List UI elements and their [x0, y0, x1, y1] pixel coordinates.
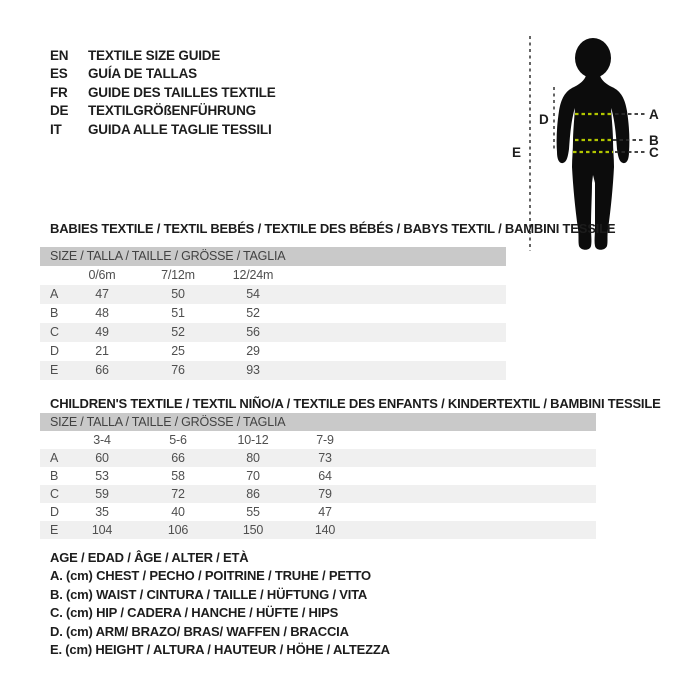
age-column: 5-6 — [169, 433, 187, 447]
size-value: 53 — [95, 469, 109, 483]
children-table — [40, 413, 596, 539]
spacer-cell — [286, 304, 364, 323]
size-value: 80 — [246, 451, 260, 465]
spacer-cell — [286, 323, 364, 342]
row-letter: A — [50, 287, 59, 301]
language-label: TEXTILGRÖßENFÜHRUNG — [88, 103, 256, 119]
language-label: TEXTILE SIZE GUIDE — [88, 48, 221, 63]
language-label: GUIDA ALLE TAGLIE TESSILI — [88, 121, 272, 137]
table-row — [40, 449, 596, 467]
spacer-cell — [40, 431, 68, 449]
age-legend-title: AGE / EDAD / ÂGE / ALTER / ETÀ — [50, 550, 249, 565]
row-letter: B — [50, 469, 59, 483]
size-value: 140 — [314, 523, 336, 537]
age-column: 7/12m — [161, 268, 195, 282]
language-code: IT — [50, 121, 62, 137]
table-row — [40, 285, 506, 304]
size-value: 47 — [318, 505, 332, 519]
size-value: 48 — [95, 306, 109, 320]
table-row — [40, 361, 506, 380]
size-value: 58 — [171, 469, 185, 483]
table-row — [40, 467, 596, 485]
size-value: 79 — [318, 487, 332, 501]
legend-item-chest: A. (cm) CHEST / PECHO / POITRINE / TRUHE / PETTO — [50, 568, 371, 584]
legend-item-height: E. (cm) HEIGHT / ALTURA / HAUTEUR / HÖHE / ALTEZZA — [50, 641, 390, 657]
size-value: 52 — [171, 325, 185, 339]
size-value: 86 — [246, 487, 260, 501]
size-value: 40 — [171, 505, 185, 519]
size-value: 55 — [246, 505, 260, 519]
row-letter: B — [50, 306, 59, 320]
age-column: 12/24m — [232, 268, 274, 282]
row-letter: A — [50, 451, 59, 465]
table-row — [40, 323, 506, 342]
table-row — [40, 304, 506, 323]
spacer-cell — [286, 342, 364, 361]
size-header-row: SIZE / TALLA / TAILLE / GRÖSSE / TAGLIA — [40, 247, 506, 266]
table-row — [40, 342, 506, 361]
legend-item-arm: D. (cm) ARM/ BRAZO/ BRAS/ WAFFEN / BRACCIA — [50, 623, 349, 639]
age-column: 3-4 — [93, 433, 111, 447]
size-value: 47 — [95, 287, 109, 301]
age-columns-row — [40, 266, 506, 285]
size-value: 70 — [246, 469, 260, 483]
size-value: 150 — [242, 523, 264, 537]
language-row — [50, 84, 276, 102]
age-column: 10-12 — [237, 433, 269, 447]
measure-label-a: A — [649, 107, 659, 122]
language-row — [50, 121, 276, 139]
size-header-row: SIZE / TALLA / TAILLE / GRÖSSE / TAGLIA — [40, 413, 596, 431]
child-silhouette — [557, 38, 630, 250]
table-row — [40, 503, 596, 521]
age-column: 0/6m — [88, 268, 116, 282]
size-value: 59 — [95, 487, 109, 501]
spacer-cell — [286, 266, 364, 285]
babies-table — [40, 247, 506, 380]
row-letter: D — [50, 505, 59, 519]
size-value: 66 — [95, 363, 109, 377]
language-row — [50, 47, 276, 65]
size-value: 106 — [167, 523, 189, 537]
language-row — [50, 102, 276, 120]
size-value: 50 — [171, 287, 185, 301]
spacer-cell — [286, 361, 364, 380]
row-letter: E — [50, 523, 59, 537]
language-label: GUÍA DE TALLAS — [88, 66, 197, 82]
row-letter: C — [50, 325, 59, 339]
size-value: 60 — [95, 451, 109, 465]
legend-item-waist: B. (cm) WAIST / CINTURA / TAILLE / HÜFTUNG / VITA — [50, 586, 368, 602]
size-value: 25 — [171, 344, 185, 358]
age-columns-row — [40, 431, 596, 449]
table-row — [40, 485, 596, 503]
size-value: 29 — [246, 344, 260, 358]
language-label: GUIDE DES TAILLES TEXTILE — [88, 84, 276, 100]
language-code: ES — [50, 66, 68, 82]
language-code: FR — [50, 84, 68, 100]
size-value: 93 — [246, 363, 260, 377]
spacer-cell — [286, 285, 364, 304]
size-value: 51 — [171, 306, 185, 320]
size-value: 66 — [171, 451, 185, 465]
table-row — [40, 521, 596, 539]
size-value: 76 — [171, 363, 185, 377]
size-value: 73 — [318, 451, 332, 465]
row-letter: D — [50, 344, 59, 358]
measure-label-e: E — [512, 145, 521, 160]
size-value: 49 — [95, 325, 109, 339]
children-table-title: CHILDREN'S TEXTILE / TEXTIL NIÑO/A / TEXTILE DES ENFANTS / KINDERTEXTIL / BAMBINI TESSILE — [50, 396, 661, 411]
legend-item-hip: C. (cm) HIP / CADERA / HANCHE / HÜFTE / HIPS — [50, 605, 339, 621]
size-value: 21 — [95, 344, 109, 358]
size-value: 56 — [246, 325, 260, 339]
age-column: 7-9 — [316, 433, 334, 447]
spacer-cell — [40, 266, 68, 285]
measure-label-d: D — [539, 112, 549, 127]
size-value: 64 — [318, 469, 332, 483]
babies-table-title: BABIES TEXTILE / TEXTIL BEBÉS / TEXTILE DES BÉBÉS / BABYS TEXTIL / BAMBINI TESSILE — [50, 221, 616, 236]
measurement-legend — [50, 549, 390, 659]
size-value: 35 — [95, 505, 109, 519]
measure-label-c: C — [649, 145, 659, 160]
language-row — [50, 65, 276, 83]
size-value: 52 — [246, 306, 260, 320]
language-code: DE — [50, 103, 69, 119]
language-code: EN — [50, 48, 69, 63]
size-value: 104 — [91, 523, 113, 537]
measure-label-b: B — [649, 133, 659, 148]
row-letter: E — [50, 363, 59, 377]
size-value: 54 — [246, 287, 260, 301]
row-letter: C — [50, 487, 59, 501]
size-value: 72 — [171, 487, 185, 501]
language-list — [50, 47, 276, 139]
